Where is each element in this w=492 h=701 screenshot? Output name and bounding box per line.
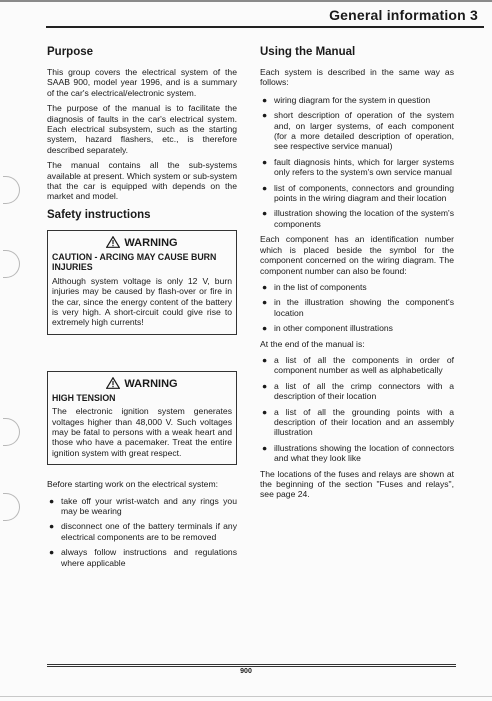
bullet-icon: ● bbox=[262, 182, 268, 193]
list-item bbox=[260, 183, 454, 204]
list-item bbox=[260, 110, 454, 152]
footer-rule bbox=[47, 666, 456, 667]
binder-hole bbox=[3, 176, 20, 204]
warning-body: The electronic ignition system generates voltages higher than 48,000 V. Such voltages may be fatal to persons with a weak heart and those who have a pacemaker. Treat the entire ignition system with great respect. bbox=[52, 406, 232, 458]
bullet-icon: ● bbox=[262, 281, 268, 292]
warning-title bbox=[52, 236, 232, 250]
before-starting-list bbox=[47, 496, 237, 568]
footer-model-text: 900 bbox=[240, 668, 252, 675]
bullet-icon: ● bbox=[262, 110, 268, 121]
list-item bbox=[260, 297, 454, 318]
bullet-icon: ● bbox=[262, 442, 268, 453]
bullet-icon: ● bbox=[262, 94, 268, 105]
bullet-icon: ● bbox=[49, 521, 55, 532]
warning-title-text: WARNING bbox=[124, 377, 178, 390]
bullet-icon: ● bbox=[262, 208, 268, 219]
system-description-list bbox=[260, 95, 454, 229]
header-rule bbox=[46, 26, 484, 28]
page-bottom-edge bbox=[0, 696, 492, 697]
list-item bbox=[260, 407, 454, 438]
list-item-text: list of components, connectors and grounding points in the wiring diagram and their location bbox=[274, 182, 454, 204]
warning-triangle-icon bbox=[106, 236, 120, 248]
purpose-paragraph: The manual contains all the sub-systems available at present. Which system or sub-system that the car is equipped with depends on the market and model. bbox=[47, 160, 237, 202]
intro-paragraph: Each system is described in the same way as follows: bbox=[260, 67, 454, 88]
purpose-heading: Purpose bbox=[47, 46, 94, 58]
list-item bbox=[47, 547, 237, 568]
list-item-text: disconnect one of the battery terminals if any electrical components are to be removed bbox=[61, 521, 237, 542]
component-id-paragraph: Each component has an identification number which is placed beside the symbol for the component concerned on the wiring diagram. The component number can also be found: bbox=[260, 234, 454, 276]
bullet-icon: ● bbox=[262, 406, 268, 417]
list-item-text: short description of operation of the system and, on larger systems, of each component (for a more detailed description of operation, see respective service manual) bbox=[274, 110, 454, 152]
list-item-text: a list of all the grounding points with a description of their location and an assembly illustration bbox=[274, 406, 454, 438]
footer-rule bbox=[47, 664, 456, 665]
list-item-text: a list of all the crimp connectors with a description of their location bbox=[274, 380, 454, 402]
warning-body: Although system voltage is only 12 V, burn injuries may be caused by flash-over or fire in the car, since the energy content of the battery is very high. A short-circuit could give rise to extremely high currents! bbox=[52, 275, 232, 328]
list-item-text: in other component illustrations bbox=[274, 323, 393, 334]
list-item-text: in the list of components bbox=[274, 281, 367, 292]
end-of-manual-paragraph: At the end of the manual is: bbox=[260, 338, 365, 349]
list-item-text: take off your wrist-watch and any rings you may be wearing bbox=[61, 495, 237, 516]
list-item bbox=[260, 323, 454, 333]
bullet-icon: ● bbox=[262, 156, 268, 167]
right-column bbox=[260, 46, 454, 505]
bullet-icon: ● bbox=[262, 380, 268, 391]
list-item-text: always follow instructions and regulations where applicable bbox=[61, 547, 237, 568]
purpose-paragraph: The purpose of the manual is to facilitate the diagnosis of faults in the car's electrical system. Each electrical subsystem, such as the starting system, hazard flashers, etc., is therefore described separately. bbox=[47, 103, 237, 155]
list-item-text: illustrations showing the location of connectors and what they look like bbox=[274, 442, 454, 464]
warning-title-text: WARNING bbox=[124, 236, 178, 249]
list-item bbox=[260, 355, 454, 376]
bullet-icon: ● bbox=[262, 297, 268, 308]
list-item bbox=[260, 443, 454, 464]
binder-hole bbox=[3, 250, 20, 278]
list-item bbox=[260, 157, 454, 178]
list-item-text: wiring diagram for the system in question bbox=[274, 94, 431, 105]
safety-heading: Safety instructions bbox=[47, 208, 151, 221]
fuses-relays-paragraph: The locations of the fuses and relays are shown at the beginning of the section "Fuses and relays", see page 24. bbox=[260, 468, 454, 500]
before-starting-text: Before starting work on the electrical system: bbox=[47, 479, 218, 490]
page-top-edge bbox=[0, 0, 492, 2]
list-item bbox=[260, 381, 454, 402]
list-item bbox=[47, 521, 237, 542]
bullet-icon: ● bbox=[49, 495, 55, 506]
list-item bbox=[260, 282, 454, 292]
using-manual-heading: Using the Manual bbox=[260, 46, 356, 58]
list-item-text: a list of all the components in order of component number as well as alphabetically bbox=[274, 354, 454, 376]
warning-triangle-icon bbox=[106, 377, 120, 389]
end-of-manual-list bbox=[260, 355, 454, 464]
bullet-icon: ● bbox=[49, 547, 55, 558]
warning-title bbox=[52, 377, 232, 391]
warning-subheading: CAUTION - ARCING MAY CAUSE BURN INJURIES bbox=[52, 251, 217, 273]
list-item-text: illustration showing the location of the system's components bbox=[274, 208, 454, 229]
binder-hole bbox=[3, 493, 20, 521]
bullet-icon: ● bbox=[262, 354, 268, 365]
component-number-list bbox=[260, 282, 454, 334]
warning-box-arcing bbox=[47, 230, 237, 335]
list-item bbox=[260, 95, 454, 105]
list-item bbox=[260, 208, 454, 229]
warning-subheading: HIGH TENSION bbox=[52, 392, 116, 403]
bullet-icon: ● bbox=[262, 323, 268, 334]
list-item-text: in the illustration showing the component's location bbox=[274, 297, 454, 318]
left-column bbox=[47, 46, 237, 573]
page-header-title: General information 3 bbox=[329, 7, 478, 23]
warning-box-high-tension bbox=[47, 371, 237, 465]
purpose-paragraph: This group covers the electrical system of the SAAB 900, model year 1996, and is a summary of the car's electrical/electronic system. bbox=[47, 67, 237, 98]
list-item bbox=[47, 496, 237, 517]
binder-hole bbox=[3, 418, 20, 446]
list-item-text: fault diagnosis hints, which for larger systems only refers to the system's own service manual bbox=[274, 156, 454, 178]
